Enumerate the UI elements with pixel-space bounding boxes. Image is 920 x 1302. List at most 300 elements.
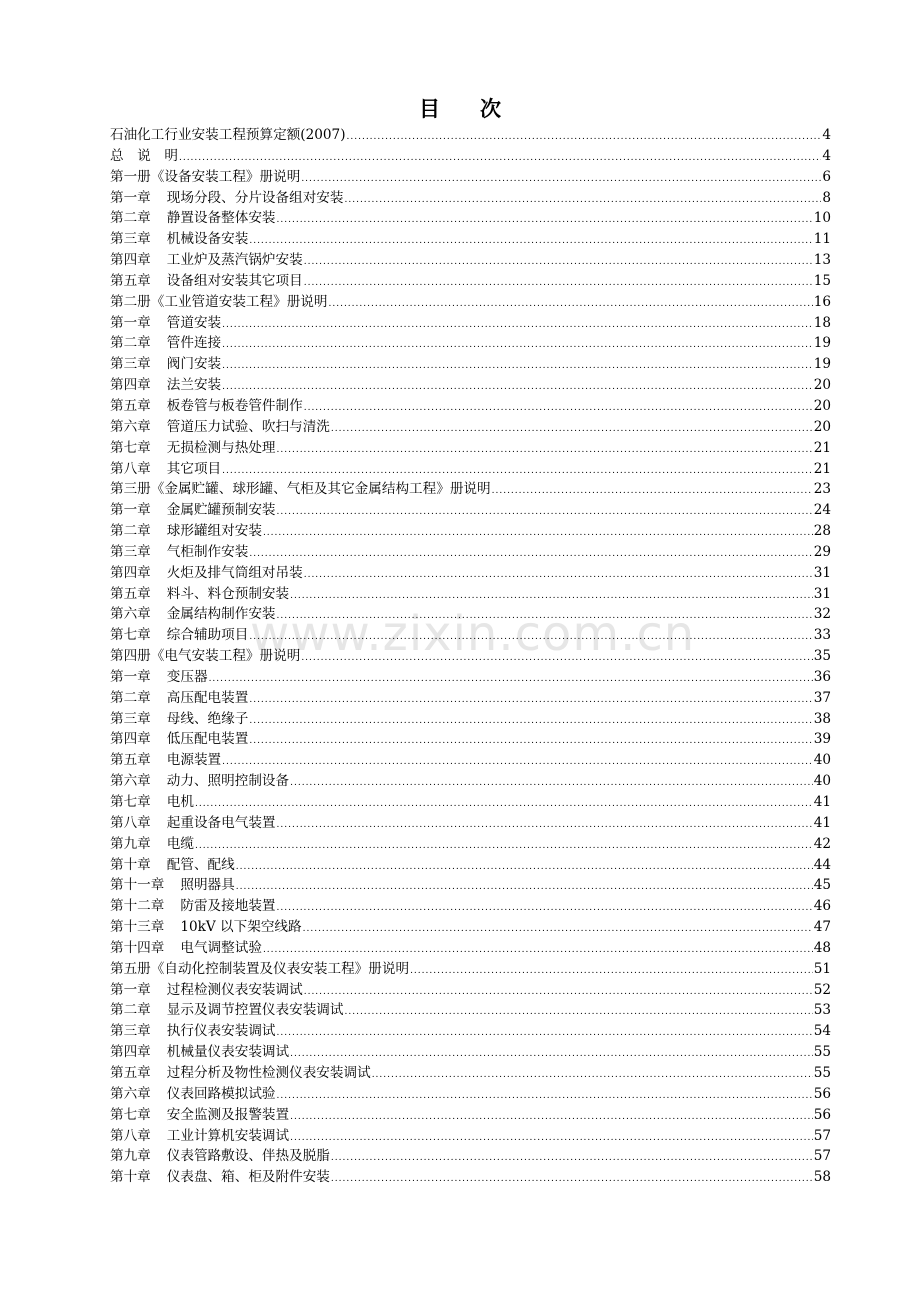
dot-leader xyxy=(277,210,813,231)
toc-entry-text: 球形罐组对安装 xyxy=(166,523,262,540)
page-number: 46 xyxy=(813,898,831,915)
dot-leader xyxy=(222,377,813,398)
chapter-number: 第六章 xyxy=(110,773,151,790)
dot-leader xyxy=(263,940,813,961)
chapter-number: 第一章 xyxy=(110,668,151,685)
dot-leader xyxy=(301,169,821,190)
toc-entry[interactable] xyxy=(110,1126,831,1147)
dot-leader xyxy=(249,711,812,732)
toc-entry-text: 仪表盘、箱、柜及附件安装 xyxy=(166,1169,330,1186)
dot-leader xyxy=(249,231,812,252)
page-title xyxy=(0,94,920,124)
page-number: 52 xyxy=(813,981,831,998)
toc-entry[interactable] xyxy=(110,521,831,542)
chapter-number: 第三章 xyxy=(110,231,151,248)
page-number: 47 xyxy=(813,919,831,936)
toc-entry-text: 第五册《自动化控制装置及仪表安装工程》册说明 xyxy=(110,960,410,977)
page-number: 57 xyxy=(813,1127,831,1144)
chapter-number: 第八章 xyxy=(110,1127,151,1144)
toc-entry[interactable] xyxy=(110,855,831,876)
toc-entry-label xyxy=(110,667,208,688)
dot-leader xyxy=(329,294,813,315)
toc-entry-label xyxy=(110,980,303,1001)
toc-entry[interactable] xyxy=(110,729,831,750)
page-number: 36 xyxy=(813,668,831,685)
page-number: 57 xyxy=(813,1148,831,1165)
toc-entry-label xyxy=(110,229,248,250)
toc-entry-text: 动力、照明控制设备 xyxy=(166,773,290,790)
chapter-number: 第一章 xyxy=(110,189,151,206)
toc-entry[interactable] xyxy=(110,542,831,563)
toc-entry-text: 无损检测与热处理 xyxy=(166,439,276,456)
dot-leader xyxy=(345,190,822,211)
toc-entry-text: 配管、配线 xyxy=(166,856,235,873)
title-part-2: 次 xyxy=(480,96,501,121)
toc-entry-text: 工业炉及蒸汽锅炉安装 xyxy=(166,252,303,269)
page-number: 41 xyxy=(813,794,831,810)
toc-entry[interactable] xyxy=(110,896,831,917)
toc-entry-text: 过程分析及物性检测仪表安装调试 xyxy=(166,1064,371,1081)
dot-leader xyxy=(290,773,813,794)
toc-entry-label xyxy=(110,459,221,480)
dot-leader xyxy=(277,1023,813,1044)
toc-entry-label xyxy=(110,313,221,334)
page-number: 53 xyxy=(813,1002,831,1019)
toc-entry-text: 金属结构制作安装 xyxy=(166,606,276,623)
dot-leader xyxy=(236,877,813,898)
toc-entry-text: 法兰安装 xyxy=(166,377,222,394)
page-number: 16 xyxy=(813,293,831,310)
page-number: 55 xyxy=(813,1044,831,1061)
toc-entry[interactable] xyxy=(110,1021,831,1042)
toc-entry-text: 低压配电装置 xyxy=(166,731,249,748)
chapter-number: 第七章 xyxy=(110,439,151,456)
toc-entry-text: 起重设备电气装置 xyxy=(166,814,276,831)
toc-entry-label xyxy=(110,625,248,646)
chapter-number: 第五章 xyxy=(110,397,151,414)
toc-entry[interactable] xyxy=(110,1084,831,1105)
toc-entry-label xyxy=(110,271,303,292)
toc-entry-label xyxy=(110,855,235,876)
toc-entry[interactable] xyxy=(110,292,831,313)
toc-entry-text: 管道安装 xyxy=(166,314,222,331)
toc-entry[interactable] xyxy=(110,584,831,605)
page-number: 54 xyxy=(813,1023,831,1040)
toc-entry-label xyxy=(110,584,289,605)
toc-entry-text: 电缆 xyxy=(166,835,194,852)
toc-entry-label xyxy=(110,500,276,521)
toc-entry[interactable] xyxy=(110,417,831,438)
toc-entry[interactable] xyxy=(110,188,831,209)
toc-entry-text: 电源装置 xyxy=(166,752,222,769)
chapter-number: 第八章 xyxy=(110,814,151,831)
toc-entry-label xyxy=(110,875,235,896)
toc-entry-label xyxy=(110,563,303,584)
toc-entry-text: 第四册《电气安装工程》册说明 xyxy=(110,648,301,665)
toc-entry[interactable] xyxy=(110,1000,831,1021)
dot-leader xyxy=(179,148,821,169)
chapter-number: 第十章 xyxy=(110,856,151,873)
toc-entry-text: 金属贮罐预制安装 xyxy=(166,502,276,519)
dot-leader xyxy=(222,315,813,336)
chapter-number: 第六章 xyxy=(110,1085,151,1102)
chapter-number: 第七章 xyxy=(110,794,151,810)
page-number: 11 xyxy=(813,231,831,248)
dot-leader xyxy=(372,1065,813,1086)
chapter-number: 第七章 xyxy=(110,627,151,644)
toc-entry[interactable] xyxy=(110,146,831,167)
dot-leader xyxy=(222,356,813,377)
toc-entry-text: 现场分段、分片设备组对安装 xyxy=(166,189,344,206)
dot-leader xyxy=(249,544,812,565)
toc-entry[interactable] xyxy=(110,1167,831,1188)
chapter-number: 第五章 xyxy=(110,585,151,602)
toc-entry-text: 静置设备整体安装 xyxy=(166,210,276,227)
page-number: 41 xyxy=(813,814,831,831)
dot-leader xyxy=(249,690,812,711)
toc-entry[interactable] xyxy=(110,980,831,1001)
chapter-number: 第九章 xyxy=(110,1148,151,1165)
page-number: 33 xyxy=(813,627,831,644)
table-of-contents xyxy=(110,125,831,1188)
chapter-number: 第十一章 xyxy=(110,877,165,894)
toc-entry-text: 火炬及排气筒组对吊装 xyxy=(166,564,303,581)
toc-entry[interactable] xyxy=(110,604,831,625)
toc-entry[interactable] xyxy=(110,125,831,146)
toc-entry-label xyxy=(110,750,221,771)
page-number: 20 xyxy=(813,377,831,394)
dot-leader xyxy=(304,252,813,273)
toc-entry[interactable] xyxy=(110,959,831,980)
toc-entry[interactable] xyxy=(110,1063,831,1084)
dot-leader xyxy=(277,502,813,523)
page-number: 24 xyxy=(813,502,831,519)
chapter-number: 第三章 xyxy=(110,710,151,727)
toc-entry-label xyxy=(110,1084,276,1105)
chapter-number: 第三章 xyxy=(110,356,151,373)
chapter-number: 第一章 xyxy=(110,502,151,519)
dot-leader xyxy=(290,1107,813,1128)
toc-entry-label xyxy=(110,646,300,667)
toc-entry-text: 电气调整试验 xyxy=(180,939,262,956)
chapter-number: 第十二章 xyxy=(110,898,165,915)
page-number: 23 xyxy=(813,481,831,498)
toc-entry-text: 气柜制作安装 xyxy=(166,543,249,560)
toc-entry-label xyxy=(110,479,491,500)
toc-entry-text: 管件连接 xyxy=(166,335,222,352)
page-number: 13 xyxy=(813,252,831,269)
toc-entry-label xyxy=(110,1167,330,1188)
page-number: 15 xyxy=(813,272,831,289)
toc-entry-label xyxy=(110,1105,289,1126)
toc-entry[interactable] xyxy=(110,917,831,938)
dot-leader xyxy=(301,648,812,669)
toc-entry-label xyxy=(110,834,194,855)
chapter-number: 第八章 xyxy=(110,460,151,477)
toc-entry-text: 母线、绝缘子 xyxy=(166,710,249,727)
toc-entry[interactable] xyxy=(110,625,831,646)
toc-entry[interactable] xyxy=(110,271,831,292)
page-number: 21 xyxy=(813,439,831,456)
page-number: 35 xyxy=(813,648,831,665)
toc-entry-label xyxy=(110,438,276,459)
chapter-number: 第五章 xyxy=(110,752,151,769)
dot-leader xyxy=(331,1169,813,1190)
page-number: 21 xyxy=(813,460,831,477)
toc-entry-label xyxy=(110,396,303,417)
chapter-number: 第四章 xyxy=(110,564,151,581)
toc-entry-label xyxy=(110,1146,330,1167)
toc-entry-text: 安全监测及报警装置 xyxy=(166,1106,290,1123)
chapter-number: 第二章 xyxy=(110,689,151,706)
toc-entry[interactable] xyxy=(110,834,831,855)
toc-entry[interactable] xyxy=(110,709,831,730)
toc-entry-label xyxy=(110,688,248,709)
chapter-number: 第四章 xyxy=(110,252,151,269)
chapter-number: 第五章 xyxy=(110,272,151,289)
toc-entry-label xyxy=(110,604,276,625)
toc-entry-label xyxy=(110,813,276,834)
dot-leader xyxy=(195,836,813,857)
toc-entry-label xyxy=(110,521,262,542)
page-number: 51 xyxy=(813,960,831,977)
toc-entry-text: 10kV 以下架空线路 xyxy=(180,919,302,936)
page-number: 56 xyxy=(813,1106,831,1123)
page-number: 55 xyxy=(813,1064,831,1081)
page-number: 29 xyxy=(813,543,831,560)
dot-leader xyxy=(277,1086,813,1107)
toc-entry-label xyxy=(110,938,262,959)
page-number: 42 xyxy=(813,835,831,852)
chapter-number: 第二章 xyxy=(110,210,151,227)
page-number: 19 xyxy=(813,356,831,373)
toc-entry[interactable] xyxy=(110,792,831,813)
toc-entry-label xyxy=(110,729,248,750)
page-number: 8 xyxy=(822,189,831,206)
page-number: 48 xyxy=(813,939,831,956)
page-number: 4 xyxy=(822,127,831,143)
toc-entry-label xyxy=(110,333,221,354)
toc-entry-text: 板卷管与板卷管件制作 xyxy=(166,397,303,414)
chapter-number: 第十章 xyxy=(110,1169,151,1186)
dot-leader xyxy=(277,815,813,836)
toc-entry[interactable] xyxy=(110,229,831,250)
dot-leader xyxy=(263,523,813,544)
dot-leader xyxy=(347,127,822,148)
toc-entry-text: 其它项目 xyxy=(166,460,222,477)
toc-entry[interactable] xyxy=(110,313,831,334)
chapter-number: 第二章 xyxy=(110,523,151,540)
toc-entry-label xyxy=(110,1042,289,1063)
toc-entry-text: 电机 xyxy=(166,794,194,810)
dot-leader xyxy=(222,752,813,773)
page-number: 19 xyxy=(813,335,831,352)
toc-entry-text: 显示及调节控置仪表安装调试 xyxy=(166,1002,344,1019)
dot-leader xyxy=(195,794,813,815)
chapter-number: 第二章 xyxy=(110,1002,151,1019)
toc-entry[interactable] xyxy=(110,771,831,792)
page-number: 38 xyxy=(813,710,831,727)
chapter-number: 第七章 xyxy=(110,1106,151,1123)
page-number: 20 xyxy=(813,397,831,414)
toc-entry-label xyxy=(110,1021,276,1042)
dot-leader xyxy=(290,1044,813,1065)
dot-leader xyxy=(290,586,813,607)
toc-entry-label xyxy=(110,208,276,229)
chapter-number: 第三章 xyxy=(110,543,151,560)
toc-entry[interactable] xyxy=(110,250,831,271)
dot-leader xyxy=(304,565,813,586)
chapter-number: 第二章 xyxy=(110,335,151,352)
page-number: 58 xyxy=(813,1169,831,1186)
page-number: 40 xyxy=(813,773,831,790)
chapter-number: 第三章 xyxy=(110,1023,151,1040)
dot-leader xyxy=(410,961,813,982)
dot-leader xyxy=(222,335,813,356)
toc-entry-label xyxy=(110,375,221,396)
toc-entry-label xyxy=(110,250,303,271)
dot-leader xyxy=(304,982,813,1003)
page-number: 18 xyxy=(813,314,831,331)
toc-entry[interactable] xyxy=(110,354,831,375)
toc-entry-label xyxy=(110,167,300,188)
toc-entry[interactable] xyxy=(110,438,831,459)
dot-leader xyxy=(277,440,813,461)
page-number: 10 xyxy=(813,210,831,227)
toc-entry-text: 总 说 明 xyxy=(110,147,178,164)
toc-entry[interactable] xyxy=(110,667,831,688)
page-number: 31 xyxy=(813,585,831,602)
toc-entry[interactable] xyxy=(110,1042,831,1063)
chapter-number: 第九章 xyxy=(110,835,151,852)
toc-entry-label xyxy=(110,188,344,209)
toc-entry[interactable] xyxy=(110,375,831,396)
toc-entry[interactable] xyxy=(110,1105,831,1126)
toc-entry-text: 仪表管路敷设、伴热及脱脂 xyxy=(166,1148,330,1165)
dot-leader xyxy=(345,1002,813,1023)
dot-leader xyxy=(492,481,813,502)
toc-entry-label xyxy=(110,1126,289,1147)
dot-leader xyxy=(290,1128,813,1149)
toc-entry-label xyxy=(110,292,328,313)
toc-entry-label xyxy=(110,1000,344,1021)
toc-entry[interactable] xyxy=(110,563,831,584)
toc-entry-label xyxy=(110,417,330,438)
page-number: 32 xyxy=(813,606,831,623)
watermark: www.zixin.com.cn xyxy=(250,606,696,662)
page-number: 6 xyxy=(822,168,831,185)
page-number: 20 xyxy=(813,418,831,435)
toc-entry[interactable] xyxy=(110,646,831,667)
dot-leader xyxy=(249,731,812,752)
toc-entry-label xyxy=(110,354,221,375)
toc-entry[interactable] xyxy=(110,688,831,709)
toc-entry[interactable] xyxy=(110,396,831,417)
toc-entry-label xyxy=(110,792,194,813)
toc-entry-text: 高压配电装置 xyxy=(166,689,249,706)
toc-entry[interactable] xyxy=(110,479,831,500)
toc-entry-text: 执行仪表安装调试 xyxy=(166,1023,276,1040)
toc-entry-text: 机械设备安装 xyxy=(166,231,249,248)
toc-entry-text: 工业计算机安装调试 xyxy=(166,1127,290,1144)
toc-entry[interactable] xyxy=(110,1146,831,1167)
toc-entry-text: 综合辅助项目 xyxy=(166,627,249,644)
toc-entry[interactable] xyxy=(110,208,831,229)
chapter-number: 第四章 xyxy=(110,377,151,394)
chapter-number: 第一章 xyxy=(110,981,151,998)
chapter-number: 第六章 xyxy=(110,418,151,435)
toc-entry-text: 过程检测仪表安装调试 xyxy=(166,981,303,998)
dot-leader xyxy=(303,919,813,940)
chapter-number: 第十三章 xyxy=(110,919,165,936)
toc-entry-text: 防雷及接地装置 xyxy=(180,898,276,915)
toc-entry-text: 料斗、料仓预制安装 xyxy=(166,585,290,602)
chapter-number: 第六章 xyxy=(110,606,151,623)
page-number: 45 xyxy=(813,877,831,894)
chapter-number: 第一章 xyxy=(110,314,151,331)
toc-entry-label xyxy=(110,542,248,563)
page-number: 56 xyxy=(813,1085,831,1102)
toc-entry-label xyxy=(110,146,178,167)
toc-entry-label xyxy=(110,125,346,146)
chapter-number: 第四章 xyxy=(110,1044,151,1061)
dot-leader xyxy=(304,398,813,419)
toc-entry-text: 设备组对安装其它项目 xyxy=(166,272,303,289)
dot-leader xyxy=(304,273,813,294)
page-number: 31 xyxy=(813,564,831,581)
dot-leader xyxy=(209,669,813,690)
toc-entry[interactable] xyxy=(110,813,831,834)
toc-entry-text: 机械量仪表安装调试 xyxy=(166,1044,290,1061)
toc-entry[interactable] xyxy=(110,938,831,959)
toc-entry[interactable] xyxy=(110,333,831,354)
page-number: 4 xyxy=(822,147,831,164)
toc-entry-text: 第二册《工业管道安装工程》册说明 xyxy=(110,293,328,310)
toc-entry-text: 仪表回路模拟试验 xyxy=(166,1085,276,1102)
toc-entry-text: 照明器具 xyxy=(180,877,235,894)
toc-entry-label xyxy=(110,1063,371,1084)
toc-entry[interactable] xyxy=(110,167,831,188)
page-number: 39 xyxy=(813,731,831,748)
toc-entry[interactable] xyxy=(110,750,831,771)
title-part-1: 目 xyxy=(419,96,440,121)
toc-entry-label xyxy=(110,959,409,980)
page-number: 40 xyxy=(813,752,831,769)
page-number: 44 xyxy=(813,856,831,873)
toc-entry[interactable] xyxy=(110,459,831,480)
toc-entry[interactable] xyxy=(110,500,831,521)
toc-entry-text: 管道压力试验、吹扫与清洗 xyxy=(166,418,330,435)
toc-entry-label xyxy=(110,771,289,792)
dot-leader xyxy=(222,461,813,482)
dot-leader xyxy=(277,606,813,627)
dot-leader xyxy=(249,627,812,648)
toc-entry-text: 第三册《金属贮罐、球形罐、气柜及其它金属结构工程》册说明 xyxy=(110,481,491,498)
dot-leader xyxy=(277,898,813,919)
chapter-number: 第十四章 xyxy=(110,939,165,956)
toc-entry-text: 第一册《设备安装工程》册说明 xyxy=(110,168,301,185)
chapter-number: 第四章 xyxy=(110,731,151,748)
toc-entry[interactable] xyxy=(110,875,831,896)
chapter-number: 第五章 xyxy=(110,1064,151,1081)
toc-entry-text: 变压器 xyxy=(166,668,208,685)
dot-leader xyxy=(236,857,813,878)
toc-entry-label xyxy=(110,917,302,938)
page-number: 28 xyxy=(813,523,831,540)
dot-leader xyxy=(331,419,813,440)
dot-leader xyxy=(331,1148,813,1169)
toc-entry-text: 阀门安装 xyxy=(166,356,222,373)
